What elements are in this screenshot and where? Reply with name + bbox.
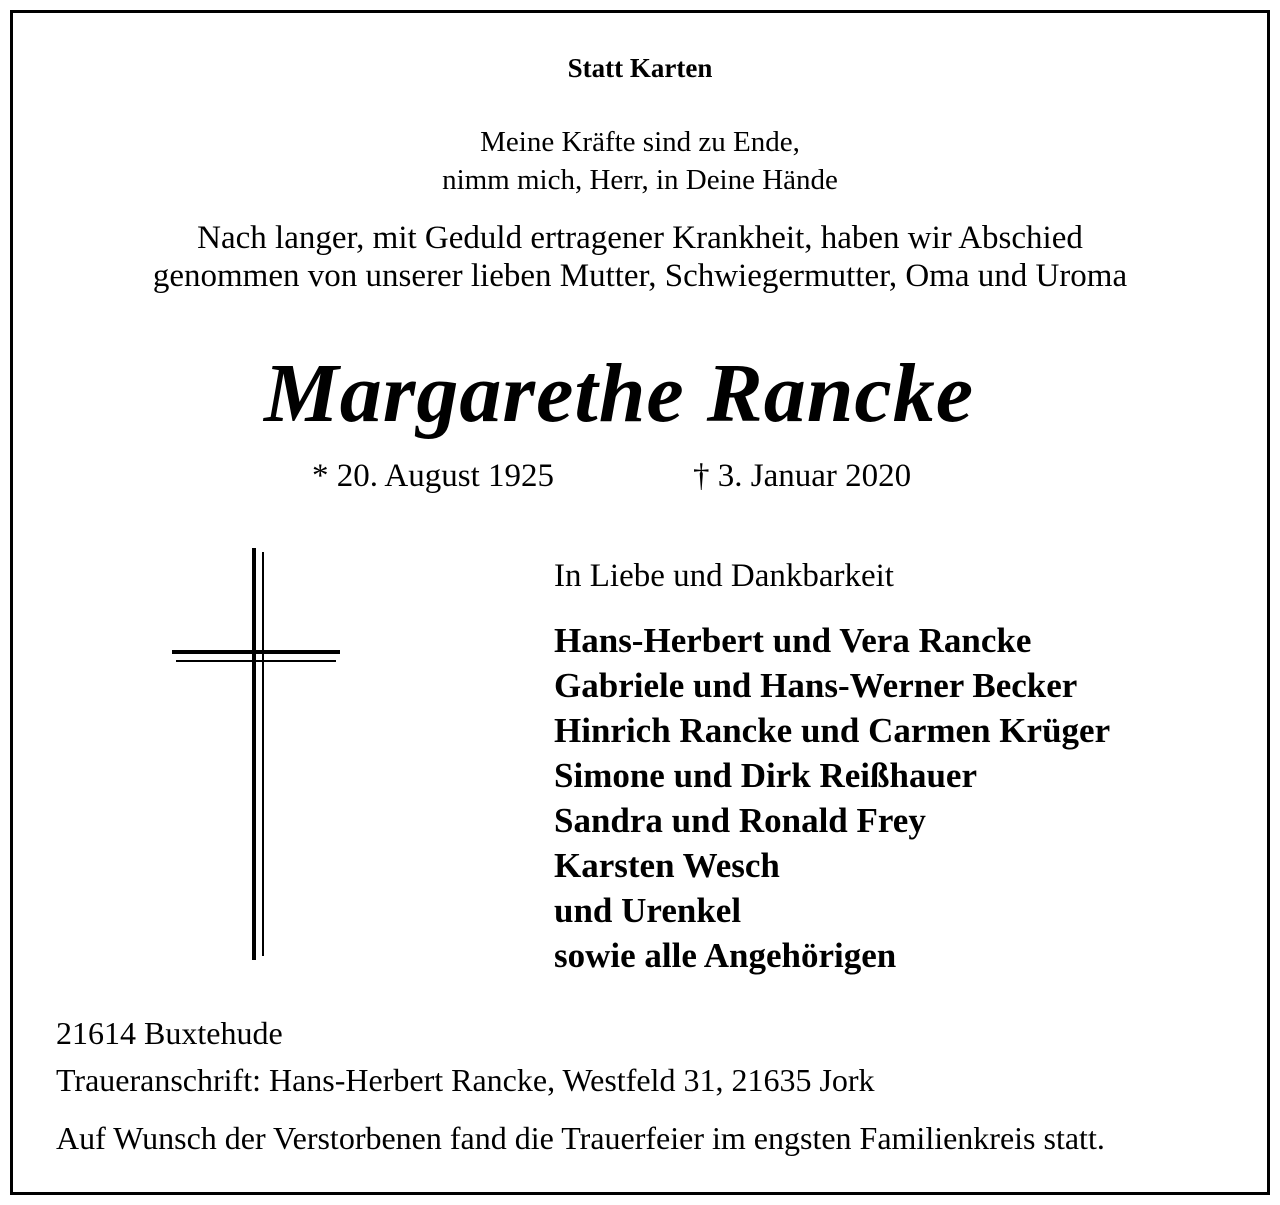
mourner-name: Sandra und Ronald Frey xyxy=(554,801,926,840)
mourner-name: Hinrich Rancke und Carmen Krüger xyxy=(554,711,1111,750)
closing-phrase: In Liebe und Dankbarkeit xyxy=(554,558,894,594)
city-line: 21614 Buxtehude xyxy=(56,1015,283,1051)
mourner-name: Simone und Dirk Reißhauer xyxy=(554,756,977,795)
cross-icon xyxy=(170,548,342,960)
mourning-address: Traueranschrift: Hans-Herbert Rancke, Westfeld 31, 21635 Jork xyxy=(56,1062,875,1098)
verse-line-1: Meine Kräfte sind zu Ende, xyxy=(480,126,800,158)
deceased-name: Margarethe Rancke xyxy=(264,347,974,440)
mourner-name: sowie alle Angehörigen xyxy=(554,936,897,975)
death-date: † 3. Januar 2020 xyxy=(693,458,912,494)
mourner-name: Hans-Herbert und Vera Rancke xyxy=(554,621,1032,660)
intro-line-2: genommen von unserer lieben Mutter, Schwiegermutter, Oma und Uroma xyxy=(152,258,1128,294)
mourner-name: Karsten Wesch xyxy=(554,846,780,885)
verse-line-2: nimm mich, Herr, in Deine Hände xyxy=(442,164,838,196)
mourner-name: und Urenkel xyxy=(554,891,742,930)
intro-line-1: Nach langer, mit Geduld ertragener Krankheit, haben wir Abschied xyxy=(197,220,1083,256)
funeral-note: Auf Wunsch der Verstorbenen fand die Trauerfeier im engsten Familienkreis statt. xyxy=(56,1120,1105,1156)
notice-header: Statt Karten xyxy=(567,53,713,83)
birth-date: * 20. August 1925 xyxy=(312,458,555,494)
mourner-name: Gabriele und Hans-Werner Becker xyxy=(554,666,1078,705)
mourners-list xyxy=(554,618,1110,978)
